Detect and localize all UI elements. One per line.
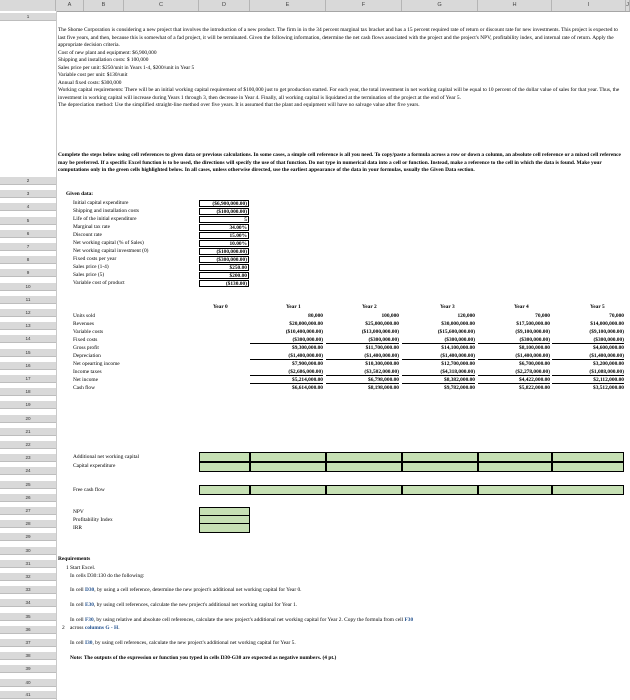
table-cell[interactable]: $5,214,000.00 — [250, 377, 323, 384]
row-header-cell[interactable]: 24 — [0, 467, 56, 475]
row-header-cell[interactable]: 4 — [0, 203, 56, 211]
row-header-cell[interactable]: 21 — [0, 428, 56, 436]
req-text: across — [70, 625, 85, 631]
green-input-cell-e31[interactable] — [250, 462, 326, 472]
row-label-revenues: Revenues — [73, 321, 94, 327]
green-input-cell-i30[interactable] — [552, 452, 624, 462]
cell-ref-d30: D30 — [84, 587, 95, 593]
green-input-cell-g33[interactable] — [402, 485, 478, 495]
table-cell[interactable]: 120,000 — [457, 313, 475, 319]
intro-sales-price-line: Sales price per unit: $250/unit in Years 1-4, $200/unit in Year 5 — [58, 64, 195, 71]
requirement-item-e30 — [70, 601, 297, 610]
row-header-cell[interactable]: 7 — [0, 243, 56, 251]
req-text: In cell — [70, 587, 85, 593]
given-label: Net working capital investment (0) — [73, 248, 149, 254]
table-cell[interactable]: ($1,400,000.00) — [552, 353, 624, 360]
green-input-cell-e33[interactable] — [250, 485, 326, 495]
table-cell[interactable]: 100,000 — [381, 313, 399, 319]
label-npv: NPV — [73, 509, 84, 515]
table-cell[interactable]: ($13,000,000.00) — [361, 329, 399, 335]
req-text: , by using cell references, calculate the new project's additional net working capital for Year 1. — [93, 602, 298, 608]
table-cell[interactable]: $14,000,000.00 — [590, 321, 624, 327]
green-input-cell-f30[interactable] — [326, 452, 402, 462]
given-label: Initial capital expenditure — [73, 200, 129, 206]
column-header-d[interactable]: D — [199, 0, 250, 11]
row-header-cell[interactable]: 19 — [0, 401, 56, 409]
green-input-cell-h31[interactable] — [478, 462, 552, 472]
req-text: . — [118, 625, 120, 631]
green-input-cell-h30[interactable] — [478, 452, 552, 462]
table-cell[interactable]: ($2,686,000.00) — [250, 369, 323, 376]
given-label: Discount rate — [73, 232, 102, 238]
table-cell[interactable]: $12,700,000.00 — [441, 361, 475, 367]
row-label-cash-flow: Cash flow — [73, 385, 96, 391]
row-header-cell[interactable]: 34 — [0, 599, 56, 607]
label-additional-nwc: Additional net working capital — [73, 454, 140, 460]
req-text: In cell — [70, 640, 85, 646]
row-header-cell[interactable]: 26 — [0, 494, 56, 502]
cell-ref-f30-copy: F30 — [404, 617, 414, 623]
requirements-step-1-sub: In cells D30:130 do the following: — [70, 573, 145, 579]
table-cell[interactable]: ($1,400,000.00) — [326, 353, 399, 360]
problem-statement — [58, 27, 624, 110]
year-header: Year 1 — [286, 304, 301, 310]
row-header-cell[interactable]: 8 — [0, 256, 56, 264]
green-input-cell-d33[interactable] — [199, 485, 250, 495]
table-cell[interactable]: 70,000 — [609, 313, 624, 319]
cell-ref-f30: F30 — [84, 617, 94, 623]
requirements-step-1: 1 Start Excel. — [66, 565, 96, 571]
table-cell[interactable]: $3,512,000.00 — [593, 385, 624, 391]
label-capital-expenditure: Capital expenditure — [73, 463, 116, 469]
table-cell[interactable]: ($1,400,000.00) — [402, 353, 475, 360]
req-text: In cell — [70, 602, 85, 608]
table-cell[interactable]: $11,700,000.00 — [365, 345, 399, 351]
row-header-cell[interactable]: 3 — [0, 190, 56, 198]
requirement-item-f30-cont — [70, 624, 120, 633]
given-value-cell[interactable]: 34.00% — [199, 224, 249, 231]
given-value-cell[interactable]: ($100,000.00) — [199, 208, 249, 215]
given-value-cell[interactable]: 15.00% — [199, 232, 249, 239]
column-header-g[interactable]: G — [402, 0, 478, 11]
green-input-cell-g30[interactable] — [402, 452, 478, 462]
green-input-cell-d30[interactable] — [199, 452, 250, 462]
table-cell[interactable]: ($10,400,000.00) — [285, 329, 323, 335]
cell-ref-e30: E30 — [84, 602, 94, 608]
column-header-h[interactable]: H — [478, 0, 552, 11]
table-cell[interactable]: ($300,000.00) — [326, 337, 399, 344]
row-label-units-sold: Units sold — [73, 313, 96, 319]
row-header-cell[interactable]: 23 — [0, 454, 56, 462]
row-header-cell[interactable]: 28 — [0, 520, 56, 528]
row-label-income-taxes: Income taxes — [73, 369, 102, 375]
row-label-net-operating-income: Net opearting income — [73, 361, 120, 367]
table-cell[interactable]: ($9,100,000.00) — [589, 329, 624, 335]
table-cell[interactable]: $10,300,000.00 — [365, 361, 399, 367]
select-all-corner[interactable] — [0, 0, 56, 11]
row-header-cell[interactable]: 38 — [0, 652, 56, 660]
req-text: , by using cell references, calculate the new project's additional net working capital for Year 5. — [92, 640, 296, 646]
row-header-cell[interactable]: 14 — [0, 335, 56, 343]
row-header-cell[interactable]: 29 — [0, 533, 56, 541]
table-cell[interactable]: $8,100,000.00 — [519, 345, 550, 351]
row-label-net-income: Net income — [73, 377, 98, 383]
table-cell[interactable]: $8,198,000.00 — [368, 385, 399, 391]
requirement-item-f30 — [70, 616, 413, 625]
row-header-cell[interactable]: 12 — [0, 309, 56, 317]
row-header-bar — [0, 11, 57, 700]
row-header-cell[interactable]: 31 — [0, 560, 56, 568]
table-cell[interactable]: $6,614,000.00 — [292, 385, 323, 391]
table-cell[interactable]: $20,000,000.00 — [289, 321, 323, 327]
green-input-cell-f31[interactable] — [326, 462, 402, 472]
requirement-note — [70, 654, 336, 663]
row-header-cell[interactable]: 25 — [0, 481, 56, 489]
year-header: Year 4 — [514, 304, 529, 310]
row-header-cell[interactable]: 18 — [0, 388, 56, 396]
row-header-cell[interactable]: 1 — [0, 13, 56, 21]
table-cell[interactable]: $6,798,000.00 — [326, 377, 399, 384]
given-value-cell[interactable]: ($130.00) — [199, 280, 249, 287]
row-header-cell[interactable]: 9 — [0, 269, 56, 277]
green-input-cell-i31[interactable] — [552, 462, 624, 472]
column-header-j[interactable]: J — [626, 0, 630, 11]
intro-shipping-line: Shipping and installation costs: $ 100,000 — [58, 57, 149, 63]
row-header-cell[interactable]: 17 — [0, 375, 56, 383]
table-cell[interactable]: $4,600,000.00 — [593, 345, 624, 351]
req-text: In cell — [70, 617, 85, 623]
table-cell[interactable]: ($4,318,000.00) — [402, 369, 475, 376]
instructions-text: Complete the steps below using cell references to given data or previous calculations. In some cases, a simple cell reference is all you need. To copy/paste a formula across a row or down a column, an absolute cell reference or a mixed cell reference may be preferred. If a specific Excel function is to be used, the directions will specify the use of that function. Do not type in numerical data into a cell or function. Instead, make a reference to the cell in which the data is found. Make your computations only in the green cells highlighted below. In all cases, unless otherwise directed, use the earliest appearance of the data in your formulas, usually the Given Data section. — [58, 152, 621, 174]
row-header-cell[interactable]: 20 — [0, 415, 56, 423]
given-label: Life of the initial expenditure — [73, 216, 137, 222]
row-header-cell[interactable]: 10 — [0, 283, 56, 291]
req-text: , by using relative and absolute cell references, calculate the new project's additional net working capital for Year 2. Copy the formula from cell — [93, 617, 405, 623]
row-header-cell[interactable]: 33 — [0, 586, 56, 594]
row-header-cell[interactable]: 15 — [0, 349, 56, 357]
table-cell[interactable]: ($15,600,000.00) — [437, 329, 475, 335]
table-cell[interactable]: $5,822,000.00 — [519, 385, 550, 391]
row-header-cell[interactable]: 5 — [0, 217, 56, 225]
row-header-cell[interactable]: 36 — [0, 626, 56, 634]
table-cell[interactable]: $7,900,000.00 — [292, 361, 323, 367]
green-input-cell-g31[interactable] — [402, 462, 478, 472]
green-input-cell-e30[interactable] — [250, 452, 326, 462]
green-input-cell-h33[interactable] — [478, 485, 552, 495]
row-header-cell[interactable]: 6 — [0, 230, 56, 238]
row-header-cell[interactable]: 39 — [0, 665, 56, 673]
given-label: Net working capital (% of Sales) — [73, 240, 144, 246]
row-header-cell[interactable]: 35 — [0, 613, 56, 621]
given-value-cell[interactable]: $250.00 — [199, 264, 249, 271]
table-cell[interactable]: $4,422,000.00 — [478, 377, 550, 384]
year-header: Year 0 — [213, 304, 228, 310]
given-label: Sales price (5) — [73, 272, 105, 278]
table-cell[interactable]: ($3,502,000.00) — [326, 369, 399, 376]
req-text: , by using a cell reference, determine the new project's additional net working capital for Year 0. — [94, 587, 302, 593]
table-cell[interactable]: $17,500,000.00 — [516, 321, 550, 327]
given-data-title: Given data: — [66, 191, 94, 197]
intro-paragraph-2: Working capital requirements: There will be an initial working capital requirement of $100,000 just to get production started. For each year, the total investment in net working capital will be equal to 10 percent of the dollar value of sales for that year. Thus, the investment in working capital will increase during Years 1 through 3, then decrease in Year 4. Finally, all working capital is liquidated at the termination of the project at the end of Year 5. — [58, 87, 620, 101]
note-label: Note: — [70, 655, 83, 661]
given-label: Fixed costs per year — [73, 256, 117, 262]
green-input-cell-irr[interactable] — [199, 523, 250, 533]
requirement-item-i30 — [70, 639, 296, 648]
cell-ref-i30: I30 — [84, 640, 93, 646]
column-header-bar — [0, 0, 630, 12]
green-input-cell-d31[interactable] — [199, 462, 250, 472]
column-header-a[interactable]: A — [56, 0, 84, 11]
row-label-gross-profit: Gross profit — [73, 345, 99, 351]
column-header-i[interactable]: I — [552, 0, 626, 11]
given-label: Marginal tax rate — [73, 224, 111, 230]
table-cell[interactable]: ($300,000.00) — [250, 337, 323, 344]
intro-paragraph-1: The Shome Corporation is considering a new project that involves the introduction of a new product. The firm in in the 34 percent marginal tax bracket and has a 15 percent required rate of return or discount rate for new investments. This project is expected to last five years, and then, because this is somewhat of a fad project, it will be terminated. Given the following information, determine the net cash flows associated with the project and the project's NPV, profitability index, and internal rate of return. Apply the appropriate decision criteria. — [58, 27, 619, 48]
given-value-cell[interactable]: ($100,000.00) — [199, 248, 249, 255]
year-header: Year 5 — [590, 304, 605, 310]
row-header-cell[interactable]: 37 — [0, 639, 56, 647]
label-irr: IRR — [73, 525, 82, 531]
row-header-cell[interactable]: 30 — [0, 547, 56, 555]
table-cell[interactable]: ($300,000.00) — [478, 337, 550, 344]
column-header-e[interactable]: E — [250, 0, 326, 11]
green-input-cell-i33[interactable] — [552, 485, 624, 495]
table-cell[interactable]: ($1,088,000.00) — [552, 369, 624, 376]
table-cell[interactable]: ($1,400,000.00) — [250, 353, 323, 360]
requirement-item-d30 — [70, 586, 302, 595]
table-cell[interactable]: 70,000 — [535, 313, 550, 319]
green-input-cell-f33[interactable] — [326, 485, 402, 495]
year-header: Year 2 — [362, 304, 377, 310]
given-label: Variable cost of product — [73, 280, 125, 286]
intro-paragraph-3: The depreciation method: Use the simplified straight-line method over five years. It is assumed that the plant and equipment will have no salvage value after five years. — [58, 102, 420, 108]
intro-variable-cost-line: Variable cost per unit: $130/unit — [58, 72, 128, 78]
column-header-b[interactable]: B — [84, 0, 124, 11]
row-header-cell[interactable]: 16 — [0, 362, 56, 370]
table-cell[interactable]: ($1,400,000.00) — [478, 353, 550, 360]
row-header-cell[interactable]: 22 — [0, 441, 56, 449]
table-cell[interactable]: $2,112,000.00 — [552, 377, 624, 384]
given-value-cell[interactable]: ($300,000.00) — [199, 256, 249, 263]
table-cell[interactable]: $9,300,000.00 — [292, 345, 323, 351]
row-header-cell[interactable]: 13 — [0, 322, 56, 330]
table-cell[interactable]: $9,782,000.00 — [444, 385, 475, 391]
given-label: Shipping and installation costs — [73, 208, 140, 214]
row-label-variable-costs: Variable costs — [73, 329, 104, 335]
table-cell[interactable]: $6,700,000.00 — [519, 361, 550, 367]
table-cell[interactable]: 80,000 — [308, 313, 323, 319]
row-label-fixed-costs: Fixed costs — [73, 337, 98, 343]
table-cell[interactable]: $30,000,000.00 — [441, 321, 475, 327]
row-header-cell[interactable]: 2 — [0, 177, 56, 185]
row-header-cell[interactable]: 41 — [0, 691, 56, 699]
row-header-cell[interactable]: 11 — [0, 296, 56, 304]
label-free-cash-flow: Free cash flow — [73, 487, 105, 493]
row-header-cell[interactable]: 32 — [0, 573, 56, 581]
columns-ref: columns G - H — [84, 625, 119, 631]
column-header-c[interactable]: C — [124, 0, 199, 11]
table-cell[interactable]: ($9,100,000.00) — [515, 329, 550, 335]
table-cell[interactable]: $14,100,000.00 — [441, 345, 475, 351]
given-value-cell[interactable]: 5 — [199, 216, 249, 223]
table-cell[interactable]: $25,000,000.00 — [365, 321, 399, 327]
note-text: The outputs of the expression or function you typed in cells D30-G30 are expected as negative numbers. (4 pt.) — [82, 655, 337, 661]
row-header-cell[interactable]: 27 — [0, 507, 56, 515]
intro-fixed-costs-line: Annual fixed costs: $300,000 — [58, 79, 122, 86]
row-label-depreciation: Depreciation — [73, 353, 101, 359]
table-cell[interactable]: ($300,000.00) — [552, 337, 624, 344]
column-header-f[interactable]: F — [326, 0, 402, 11]
row-header-cell[interactable]: 40 — [0, 679, 56, 687]
requirements-title: Requirements — [58, 556, 91, 562]
given-value-cell[interactable]: 10.00% — [199, 240, 249, 247]
table-cell[interactable]: ($300,000.00) — [402, 337, 475, 344]
table-cell[interactable]: ($2,278,000.00) — [478, 369, 550, 376]
label-profitability-index: Profitability Index — [73, 517, 113, 523]
table-cell[interactable]: $3,200,000.00 — [593, 361, 624, 367]
requirement-step-2-marker: 2 — [62, 625, 65, 631]
table-cell[interactable]: $8,382,000.00 — [402, 377, 475, 384]
intro-cost-line: Cost of new plant and equipment: $6,900,000 — [58, 49, 157, 56]
given-value-cell[interactable]: $200.00 — [199, 272, 249, 279]
given-label: Sales price (1-4) — [73, 264, 109, 270]
given-value-cell[interactable]: ($6,900,000.00) — [199, 200, 249, 207]
year-header: Year 3 — [440, 304, 455, 310]
